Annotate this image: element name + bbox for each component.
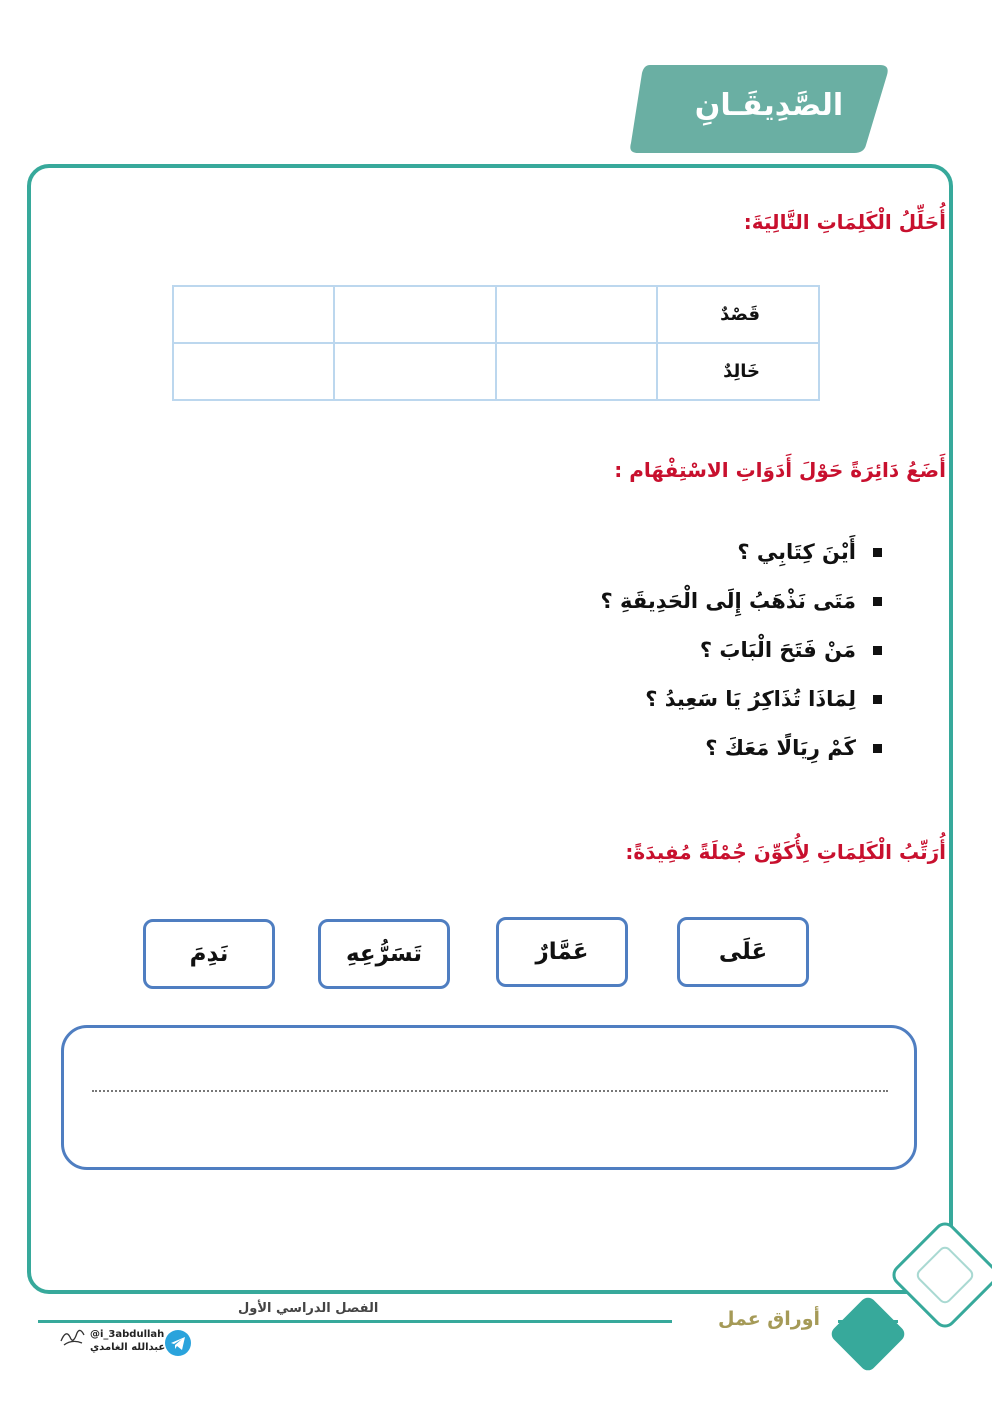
list-item — [601, 528, 882, 577]
square-bullet-icon — [873, 597, 882, 606]
section2-heading: أَضَعُ دَائِرَةً حَوْلَ أَدَوَاتِ الاسْتِفْهَام : — [614, 458, 946, 482]
word-card[interactable]: نَدِمَ — [143, 919, 275, 989]
table-row — [173, 343, 819, 400]
analysis-table — [172, 285, 820, 401]
decorative-diamonds — [828, 1218, 992, 1372]
dotted-answer-line[interactable] — [92, 1090, 888, 1092]
telegram-icon[interactable] — [164, 1329, 192, 1357]
question-text[interactable]: أَيْنَ كِتَابِي ؟ — [737, 540, 856, 564]
word-card[interactable]: عَلَى — [677, 917, 809, 987]
table-cell-blank[interactable] — [334, 286, 495, 343]
telegram-handle[interactable]: @i_3abdullah — [90, 1329, 165, 1340]
title-tab — [628, 65, 890, 153]
square-bullet-icon — [873, 744, 882, 753]
answer-box[interactable] — [61, 1025, 917, 1170]
table-cell-blank[interactable] — [173, 343, 334, 400]
section3-heading: أُرَتِّبُ الْكَلِمَاتِ لِأُكَوِّنَ جُمْلَةً مُفِيدَةً: — [625, 840, 946, 864]
list-item — [601, 577, 882, 626]
author-name: عبدالله الغامدي — [90, 1342, 166, 1353]
list-item — [601, 724, 882, 773]
square-bullet-icon — [873, 695, 882, 704]
word-card[interactable]: عَمَّارٌ — [496, 917, 628, 987]
section1-heading: أُحَلِّلُ الْكَلِمَاتِ التَّالِيَةَ: — [743, 210, 946, 234]
list-item — [601, 675, 882, 724]
question-list — [601, 528, 882, 773]
footer-divider-left — [38, 1320, 672, 1323]
table-cell-blank[interactable] — [173, 286, 334, 343]
table-cell-blank[interactable] — [496, 286, 657, 343]
page-title: الصَّدِيقَـانِ — [694, 88, 844, 123]
question-text[interactable]: كَمْ رِيَالًا مَعَكَ ؟ — [705, 736, 856, 760]
question-text[interactable]: لِمَاذَا تُذَاكِرُ يَا سَعِيدُ ؟ — [645, 687, 856, 711]
square-bullet-icon — [873, 548, 882, 557]
question-text[interactable]: مَنْ فَتَحَ الْبَابَ ؟ — [699, 638, 856, 662]
question-text[interactable]: مَتَى نَذْهَبُ إِلَى الْحَدِيقَةِ ؟ — [600, 589, 856, 613]
word-card[interactable]: تَسَرُّعِهِ — [318, 919, 450, 989]
table-cell-blank[interactable] — [334, 343, 495, 400]
signature-icon — [58, 1325, 88, 1349]
worksheets-label: أوراق عمل — [718, 1308, 821, 1330]
semester-label: الفصل الدراسي الأول — [238, 1301, 379, 1316]
table-cell-word: قَصْدٌ — [657, 286, 819, 343]
table-cell-blank[interactable] — [496, 343, 657, 400]
list-item — [601, 626, 882, 675]
table-cell-word: خَالِدٌ — [657, 343, 819, 400]
square-bullet-icon — [873, 646, 882, 655]
table-row — [173, 286, 819, 343]
